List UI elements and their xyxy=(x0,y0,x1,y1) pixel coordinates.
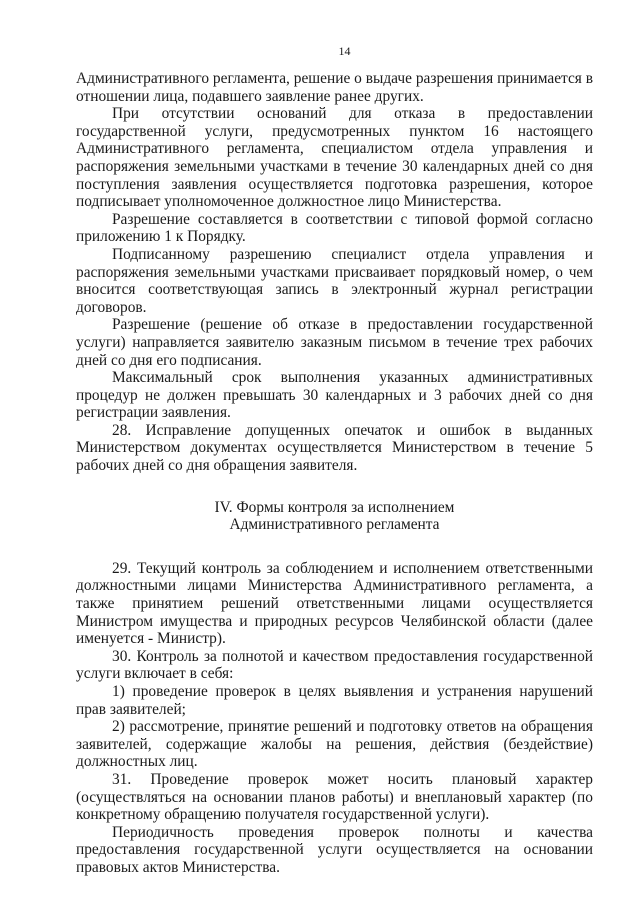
paragraph: Периодичность проведения проверок полноты и качества предоставления государственной услуги осуществляется на основании правовых актов Министерства. xyxy=(76,823,593,876)
section-heading-line-2: Административного регламента xyxy=(229,516,440,534)
section-heading xyxy=(76,499,593,534)
paragraph-subitem-2: 2) рассмотрение, принятие решений и подготовку ответов на обращения заявителей, содержащие жалобы на решения, действия (бездействие) должностных лиц. xyxy=(76,718,593,771)
paragraph-item-29: 29. Текущий контроль за соблюдением и исполнением ответственными должностными лицами Министерства Административного регламента, а также принятием решений ответственными лицами осуществляется Министром имущества и природных ресурсов Челябинской области (далее именуется - Министр). xyxy=(76,559,593,648)
paragraph-item-28: 28. Исправление допущенных опечаток и ошибок в выданных Министерством документах осуществляется Министерством в течение 5 рабочих дней со дня обращения заявителя. xyxy=(76,421,593,475)
paragraph: Разрешение составляется в соответствии с типовой формой согласно приложению 1 к Порядку. xyxy=(76,210,593,246)
page-number: 14 xyxy=(338,44,351,58)
paragraph: Разрешение (решение об отказе в предоставлении государственной услуги) направляется заявителю заказным письмом в течение трех рабочих дней со дня его подписания. xyxy=(76,316,593,369)
paragraph: Подписанному разрешению специалист отдела управления и распоряжения земельными участками присваивает порядковый номер, о чем вносится соответствующая запись в электронный журнал регистрации договоров. xyxy=(76,245,593,316)
paragraph-continuation: Административного регламента, решение о выдаче разрешения принимается в отношении лица, подавшего заявление ранее других. xyxy=(76,70,593,105)
paragraph: При отсутствии оснований для отказа в предоставлении государственной услуги, предусмотренных пунктом 16 настоящего Административного регламента, специалистом отдела управления и распоряжения земельными участками в течение 30 календарных дней со дня поступления заявления осуществляется подготовка разрешения, которое подписывает уполномоченное должностное лицо Министерства. xyxy=(76,105,593,211)
paragraph: Максимальный срок выполнения указанных административных процедур не должен превышать 30 календарных и 3 рабочих дней со дня регистрации заявления. xyxy=(76,369,593,422)
section-heading-line-1: IV. Формы контроля за исполнением xyxy=(214,498,455,516)
paragraph-item-31: 31. Проведение проверок может носить плановый характер (осуществляться на основании планов работы) и внеплановый характер (по конкретному обращению получателя государственной услуги). xyxy=(76,770,593,824)
paragraph-item-30: 30. Контроль за полнотой и качеством предоставления государственной услуги включает в себя: xyxy=(76,647,593,683)
paragraph-subitem-1: 1) проведение проверок в целях выявления и устранения нарушений прав заявителей; xyxy=(76,683,593,718)
